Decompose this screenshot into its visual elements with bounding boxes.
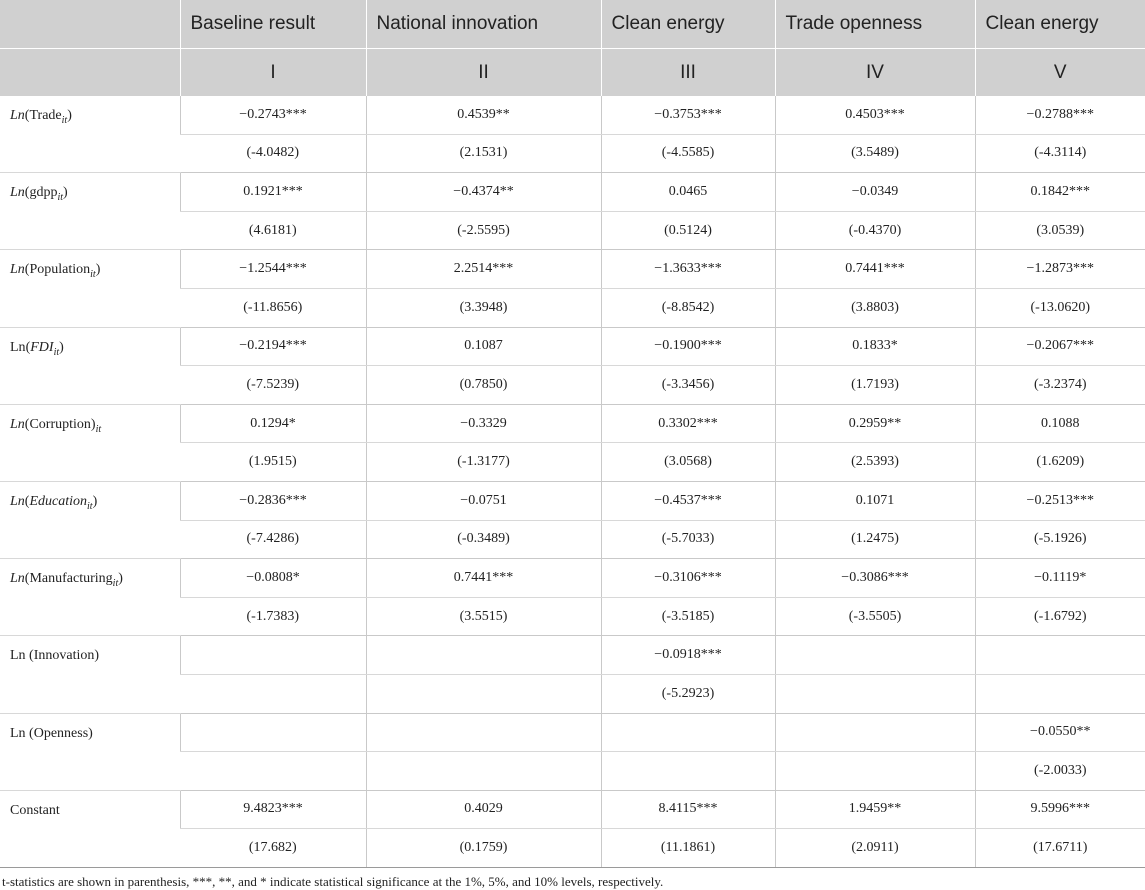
table-footnote: t-statistics are shown in parenthesis, ***, **, and * indicate statistical significance at the 1%, 5%, and 10% levels, respectively. — [2, 874, 664, 889]
tstat-cell: (3.8803) — [775, 288, 975, 327]
tstat-cell: (-4.0482) — [180, 134, 366, 173]
coefficient-cell: −0.0349 — [775, 173, 975, 212]
coefficient-cell: −0.0918*** — [601, 636, 775, 675]
coefficient-cell — [775, 713, 975, 752]
variable-paren-close: ) — [63, 185, 68, 201]
coefficient-cell — [180, 636, 366, 675]
coefficient-row — [0, 327, 1145, 366]
coefficient-cell: −0.2788*** — [975, 96, 1145, 134]
variable-subscript: it — [90, 269, 96, 281]
tstat-cell — [601, 752, 775, 791]
coefficient-cell: 0.1294* — [180, 404, 366, 443]
variable-name-cell — [0, 327, 180, 404]
coefficient-cell: 9.4823*** — [180, 790, 366, 829]
coefficient-cell: −0.0808* — [180, 559, 366, 598]
header-title-cell: Baseline result — [180, 0, 366, 49]
coefficient-cell: −0.3753*** — [601, 96, 775, 134]
tstat-cell: (3.0568) — [601, 443, 775, 482]
tstat-cell: (1.7193) — [775, 366, 975, 405]
header-title-cell: Trade openness — [775, 0, 975, 49]
header-title-cell: Clean energy — [975, 0, 1145, 49]
header-number-row — [0, 49, 1145, 97]
coefficient-cell — [366, 636, 601, 675]
coefficient-cell: 0.4539** — [366, 96, 601, 134]
variable-name-cell — [0, 790, 180, 867]
tstat-cell: (3.3948) — [366, 288, 601, 327]
variable-name: Education — [29, 493, 88, 509]
tstat-cell: (-7.5239) — [180, 366, 366, 405]
coefficient-cell — [975, 636, 1145, 675]
variable-name: Corruption — [29, 416, 91, 432]
tstat-cell — [775, 674, 975, 713]
variable-name-cell — [0, 173, 180, 250]
coefficient-cell: 2.2514*** — [366, 250, 601, 289]
header-title-row — [0, 0, 1145, 49]
coefficient-row — [0, 404, 1145, 443]
variable-name-cell — [0, 250, 180, 327]
header-title-cell: National innovation — [366, 0, 601, 49]
table-body — [0, 96, 1145, 867]
coefficient-cell: −1.2544*** — [180, 250, 366, 289]
tstat-cell: (-11.8656) — [180, 288, 366, 327]
tstat-cell: (-5.7033) — [601, 520, 775, 559]
variable-prefix: Ln — [10, 571, 25, 587]
coefficient-row — [0, 636, 1145, 675]
variable-subscript: it — [87, 500, 93, 512]
variable-name-cell — [0, 559, 180, 636]
variable-paren-open: ( — [25, 339, 31, 355]
tstat-cell — [775, 752, 975, 791]
variable-name-cell — [0, 404, 180, 481]
variable-name: gdpp — [29, 185, 58, 201]
coefficient-cell: −0.1900*** — [601, 327, 775, 366]
coefficient-cell: 0.2959** — [775, 404, 975, 443]
coefficient-cell — [366, 713, 601, 752]
tstat-cell: (3.5489) — [775, 134, 975, 173]
variable-paren-close: ) — [90, 416, 96, 432]
tstat-cell: (-5.2923) — [601, 674, 775, 713]
tstat-cell: (-0.4370) — [775, 211, 975, 250]
coefficient-cell — [601, 713, 775, 752]
coefficient-cell: 0.1088 — [975, 404, 1145, 443]
variable-name-cell — [0, 636, 180, 713]
tstat-cell: (0.5124) — [601, 211, 775, 250]
variable-paren-close: ) — [92, 493, 98, 509]
tstat-cell: (11.1861) — [601, 829, 775, 868]
coefficient-cell: −0.4537*** — [601, 481, 775, 520]
variable-subscript: it — [53, 346, 60, 358]
variable-name: Manufacturing — [29, 571, 113, 587]
variable-prefix: Ln (Openness) — [10, 725, 93, 741]
variable-prefix: Ln — [10, 262, 25, 278]
variable-prefix: Ln — [10, 339, 26, 355]
variable-paren-open: ( — [24, 262, 30, 278]
variable-name-cell — [0, 96, 180, 173]
tstat-cell: (17.682) — [180, 829, 366, 868]
coefficient-cell: −0.2513*** — [975, 481, 1145, 520]
variable-paren-close: ) — [59, 339, 64, 355]
header-title-cell — [0, 0, 180, 49]
tstat-cell: (4.6181) — [180, 211, 366, 250]
coefficient-row — [0, 559, 1145, 598]
coefficient-cell: 0.7441*** — [775, 250, 975, 289]
coefficient-cell — [775, 636, 975, 675]
tstat-cell: (-4.5585) — [601, 134, 775, 173]
tstat-cell: (-2.5595) — [366, 211, 601, 250]
header-number-cell: V — [975, 49, 1145, 97]
coefficient-cell: 0.1087 — [366, 327, 601, 366]
tstat-cell — [180, 674, 366, 713]
header-number-cell: I — [180, 49, 366, 97]
coefficient-row — [0, 481, 1145, 520]
header-number-cell: III — [601, 49, 775, 97]
variable-prefix: Ln — [10, 108, 25, 123]
tstat-cell: (-1.6792) — [975, 597, 1145, 636]
coefficient-cell: −0.2194*** — [180, 327, 366, 366]
variable-paren-close: ) — [118, 571, 123, 587]
coefficient-cell: 0.1842*** — [975, 173, 1145, 212]
tstat-cell — [366, 674, 601, 713]
variable-prefix: Ln — [10, 493, 25, 509]
coefficient-cell: −0.3106*** — [601, 559, 775, 598]
variable-name: Population — [29, 262, 91, 278]
coefficient-cell: 9.5996*** — [975, 790, 1145, 829]
tstat-cell — [366, 752, 601, 791]
tstat-cell: (-5.1926) — [975, 520, 1145, 559]
tstat-cell: (2.5393) — [775, 443, 975, 482]
coefficient-cell: 0.4029 — [366, 790, 601, 829]
tstat-cell: (-3.3456) — [601, 366, 775, 405]
coefficient-cell: 0.3302*** — [601, 404, 775, 443]
variable-paren-open: ( — [24, 571, 30, 587]
variable-subscript: it — [57, 191, 64, 203]
tstat-cell — [180, 752, 366, 791]
variable-paren-open: ( — [24, 108, 30, 123]
tstat-cell: (0.1759) — [366, 829, 601, 868]
tstat-cell: (3.5515) — [366, 597, 601, 636]
coefficient-cell: −0.3329 — [366, 404, 601, 443]
variable-name: Trade — [29, 108, 62, 123]
header-number-cell: II — [366, 49, 601, 97]
table-header — [0, 0, 1145, 96]
coefficient-cell: −0.1119* — [975, 559, 1145, 598]
tstat-cell: (-4.3114) — [975, 134, 1145, 173]
variable-paren-open: ( — [24, 416, 30, 432]
variable-paren-close: ) — [67, 108, 72, 123]
coefficient-cell — [180, 713, 366, 752]
variable-subscript: it — [112, 577, 119, 589]
coefficient-cell: −0.2836*** — [180, 481, 366, 520]
variable-prefix: Ln (Innovation) — [10, 648, 100, 664]
header-number-cell: IV — [775, 49, 975, 97]
variable-prefix: Ln — [10, 185, 25, 201]
coefficient-row — [0, 713, 1145, 752]
tstat-cell: (0.7850) — [366, 366, 601, 405]
variable-subscript: it — [61, 114, 68, 126]
coefficient-cell: 0.0465 — [601, 173, 775, 212]
header-title-cell: Clean energy — [601, 0, 775, 49]
variable-prefix: Constant — [10, 802, 60, 818]
tstat-cell: (1.6209) — [975, 443, 1145, 482]
tstat-cell: (-0.3489) — [366, 520, 601, 559]
tstat-cell: (-3.5505) — [775, 597, 975, 636]
variable-paren-open: ( — [24, 185, 30, 201]
variable-prefix: Ln — [10, 416, 25, 432]
tstat-cell: (-3.2374) — [975, 366, 1145, 405]
variable-paren-close: ) — [95, 262, 101, 278]
coefficient-cell: 1.9459** — [775, 790, 975, 829]
variable-paren-open: ( — [24, 493, 30, 509]
coefficient-cell: 0.4503*** — [775, 96, 975, 134]
coefficient-row — [0, 250, 1145, 289]
tstat-cell: (-2.0033) — [975, 752, 1145, 791]
variable-name-cell — [0, 713, 180, 790]
coefficient-cell: −1.2873*** — [975, 250, 1145, 289]
tstat-cell: (3.0539) — [975, 211, 1145, 250]
variable-name: FDI — [30, 339, 54, 355]
tstat-cell — [975, 674, 1145, 713]
coefficient-cell: −0.3086*** — [775, 559, 975, 598]
tstat-cell: (17.6711) — [975, 829, 1145, 868]
tstat-cell: (-1.3177) — [366, 443, 601, 482]
coefficient-cell: −0.4374** — [366, 173, 601, 212]
tstat-cell: (-13.0620) — [975, 288, 1145, 327]
coefficient-cell: −0.2743*** — [180, 96, 366, 134]
coefficient-row — [0, 96, 1145, 134]
coefficient-cell: −1.3633*** — [601, 250, 775, 289]
coefficient-cell: −0.2067*** — [975, 327, 1145, 366]
tstat-cell: (-8.8542) — [601, 288, 775, 327]
coefficient-cell: 8.4115*** — [601, 790, 775, 829]
coefficient-cell: 0.1071 — [775, 481, 975, 520]
tstat-cell: (-1.7383) — [180, 597, 366, 636]
coefficient-cell: 0.1833* — [775, 327, 975, 366]
coefficient-row — [0, 173, 1145, 212]
coefficient-cell: 0.1921*** — [180, 173, 366, 212]
tstat-cell: (-3.5185) — [601, 597, 775, 636]
tstat-cell: (1.9515) — [180, 443, 366, 482]
variable-subscript: it — [95, 423, 102, 435]
tstat-cell: (1.2475) — [775, 520, 975, 559]
variable-name-cell — [0, 481, 180, 558]
coefficient-cell: −0.0751 — [366, 481, 601, 520]
header-number-cell — [0, 49, 180, 97]
tstat-cell: (-7.4286) — [180, 520, 366, 559]
tstat-cell: (2.0911) — [775, 829, 975, 868]
coefficient-row — [0, 790, 1145, 829]
coefficient-cell: 0.7441*** — [366, 559, 601, 598]
coefficient-cell: −0.0550** — [975, 713, 1145, 752]
tstat-cell: (2.1531) — [366, 134, 601, 173]
